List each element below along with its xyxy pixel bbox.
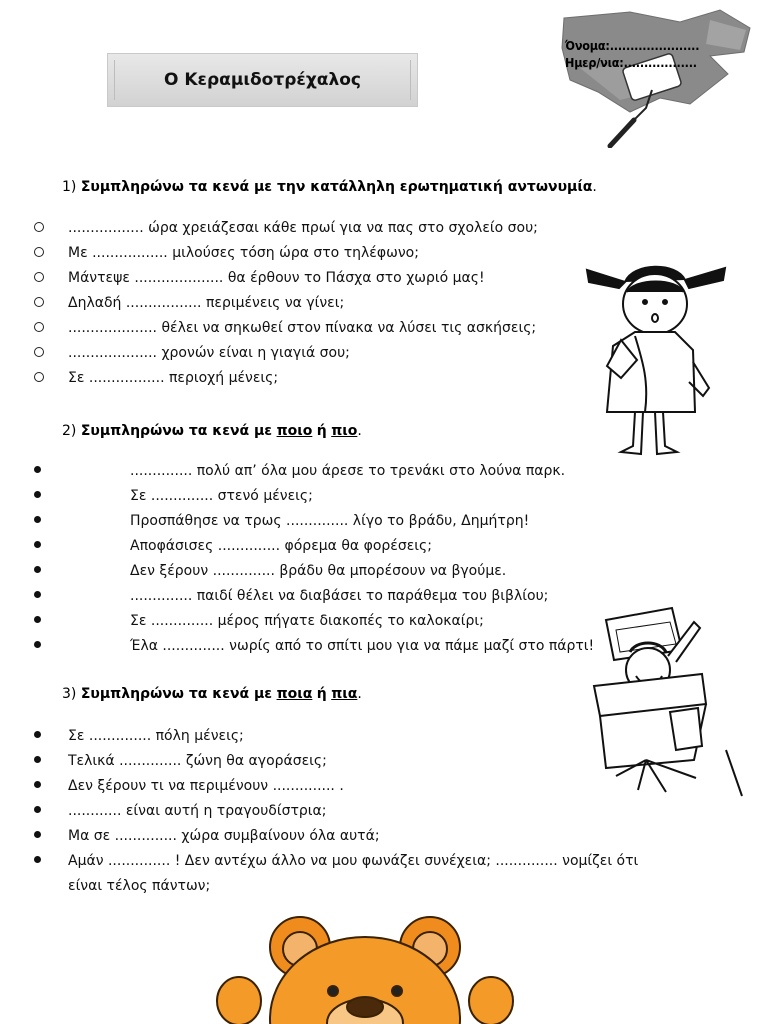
item-text: Σε .............. μέρος πήγατε διακοπές το καλοκαίρι;	[130, 613, 484, 629]
bullet-icon	[34, 756, 41, 763]
item-text: Προσπάθησε να τρως .............. λίγο το βράδυ, Δημήτρη!	[130, 513, 530, 529]
item-text: Δηλαδή ................. περιμένεις να γίνει;	[68, 295, 345, 311]
bullet-icon	[34, 516, 41, 523]
item-text: Σε .............. στενό μένεις;	[130, 488, 313, 504]
list-item	[68, 727, 638, 752]
section-3-instruction: Συμπληρώνω τα κενά με	[80, 686, 273, 702]
item-text: Σε .............. πόλη μένεις;	[68, 728, 244, 744]
list-item	[68, 802, 638, 827]
list-item	[68, 462, 594, 487]
list-item	[68, 827, 638, 852]
section-3-word1: ποια	[276, 686, 313, 702]
bear-illustration	[215, 915, 515, 1024]
list-item	[68, 487, 594, 512]
item-text: είναι τέλος πάντων;	[68, 878, 211, 894]
list-item	[68, 777, 638, 802]
list-item	[68, 562, 594, 587]
list-item	[68, 269, 538, 294]
bullet-icon	[34, 566, 41, 573]
bullet-icon	[34, 731, 41, 738]
bullet-icon	[34, 541, 41, 548]
item-text: .................... χρονών είναι η γιαγιά σου;	[68, 345, 350, 361]
section-2-instruction: Συμπληρώνω τα κενά με	[80, 423, 273, 439]
list-item	[68, 319, 538, 344]
section-3-word2: πια	[331, 686, 358, 702]
bullet-icon	[34, 781, 41, 788]
item-text: Δεν ξέρουν .............. βράδυ θα μπορέσουν να βγούμε.	[130, 563, 507, 579]
circle-bullet-icon	[34, 372, 44, 382]
title-text: Ο Κεραμιδοτρέχαλος	[164, 70, 361, 90]
item-text: ............ είναι αυτή η τραγουδίστρια;	[68, 803, 327, 819]
bullet-icon	[34, 641, 41, 648]
list-item	[68, 637, 594, 662]
section-1-end: .	[592, 179, 597, 195]
item-text: Αποφάσισες .............. φόρεμα θα φορέσεις;	[130, 538, 432, 554]
circle-bullet-icon	[34, 322, 44, 332]
list-item	[68, 344, 538, 369]
item-text: Δεν ξέρουν τι να περιμένουν .............. .	[68, 778, 344, 794]
section-3-number: 3)	[62, 686, 77, 702]
list-item	[68, 244, 538, 269]
list-item	[68, 537, 594, 562]
section-2-title	[62, 423, 362, 439]
item-text: Με ................. μιλούσες τόση ώρα στο τηλέφωνο;	[68, 245, 419, 261]
name-field-label: Όνομα:......................	[565, 38, 700, 53]
list-item	[68, 587, 594, 612]
bullet-icon	[34, 831, 41, 838]
circle-bullet-icon	[34, 347, 44, 357]
item-text: .............. πολύ απ’ όλα μου άρεσε το τρενάκι στο λούνα παρκ.	[130, 463, 566, 479]
section-2-number: 2)	[62, 423, 77, 439]
section-2-end: .	[357, 423, 362, 439]
circle-bullet-icon	[34, 272, 44, 282]
list-item	[68, 877, 638, 902]
list-item	[68, 219, 538, 244]
list-item	[68, 852, 638, 877]
section-1-title	[62, 179, 597, 195]
item-text: Σε ................. περιοχή μένεις;	[68, 370, 279, 386]
list-item	[68, 369, 538, 394]
bullet-icon	[34, 856, 41, 863]
girl-with-sling-illustration	[585, 262, 735, 462]
circle-bullet-icon	[34, 247, 44, 257]
list-item	[68, 512, 594, 537]
item-text: .............. παιδί θέλει να διαβάσει το παράθεμα του βιβλίου;	[130, 588, 549, 604]
item-text: Μα σε .............. χώρα συμβαίνουν όλα αυτά;	[68, 828, 380, 844]
section-1-list	[68, 219, 538, 394]
bullet-icon	[34, 591, 41, 598]
item-text: .................... θέλει να σηκωθεί στον πίνακα να λύσει τις ασκήσεις;	[68, 320, 537, 336]
paint-roller-icon	[560, 8, 756, 148]
bullet-icon	[34, 616, 41, 623]
section-2-list	[68, 462, 594, 662]
section-2-word1: ποιο	[276, 423, 313, 439]
circle-bullet-icon	[34, 222, 44, 232]
item-text: ................. ώρα χρειάζεσαι κάθε πρωί για να πας στο σχολείο σου;	[68, 220, 538, 236]
item-text: Τελικά .............. ζώνη θα αγοράσεις;	[68, 753, 327, 769]
section-2-word2: πιο	[331, 423, 358, 439]
section-3-list	[68, 727, 638, 902]
item-text: Έλα .............. νωρίς από το σπίτι μου για να πάμε μαζί στο πάρτι!	[130, 638, 595, 654]
bullet-icon	[34, 806, 41, 813]
item-text: Αμάν .............. ! Δεν αντέχω άλλο να μου φωνάζει συνέχεια; .............. νομίζει ότι	[68, 853, 639, 869]
worksheet-title	[107, 53, 418, 107]
section-1-instruction: Συμπληρώνω τα κενά με την κατάλληλη ερωτηματική αντωνυμία	[80, 179, 593, 195]
section-2-connector: ή	[316, 423, 327, 439]
section-3-connector: ή	[316, 686, 327, 702]
list-item	[68, 752, 638, 777]
section-3-title	[62, 686, 362, 702]
item-text: Μάντεψε .................... θα έρθουν το Πάσχα στο χωριό μας!	[68, 270, 485, 286]
circle-bullet-icon	[34, 297, 44, 307]
bullet-icon	[34, 491, 41, 498]
date-field-label: Ημερ/νια:..................	[565, 55, 697, 70]
list-item	[68, 612, 594, 637]
bullet-icon	[34, 466, 41, 473]
section-1-number: 1)	[62, 179, 77, 195]
section-3-end: .	[357, 686, 362, 702]
list-item	[68, 294, 538, 319]
name-date-card	[560, 8, 756, 148]
